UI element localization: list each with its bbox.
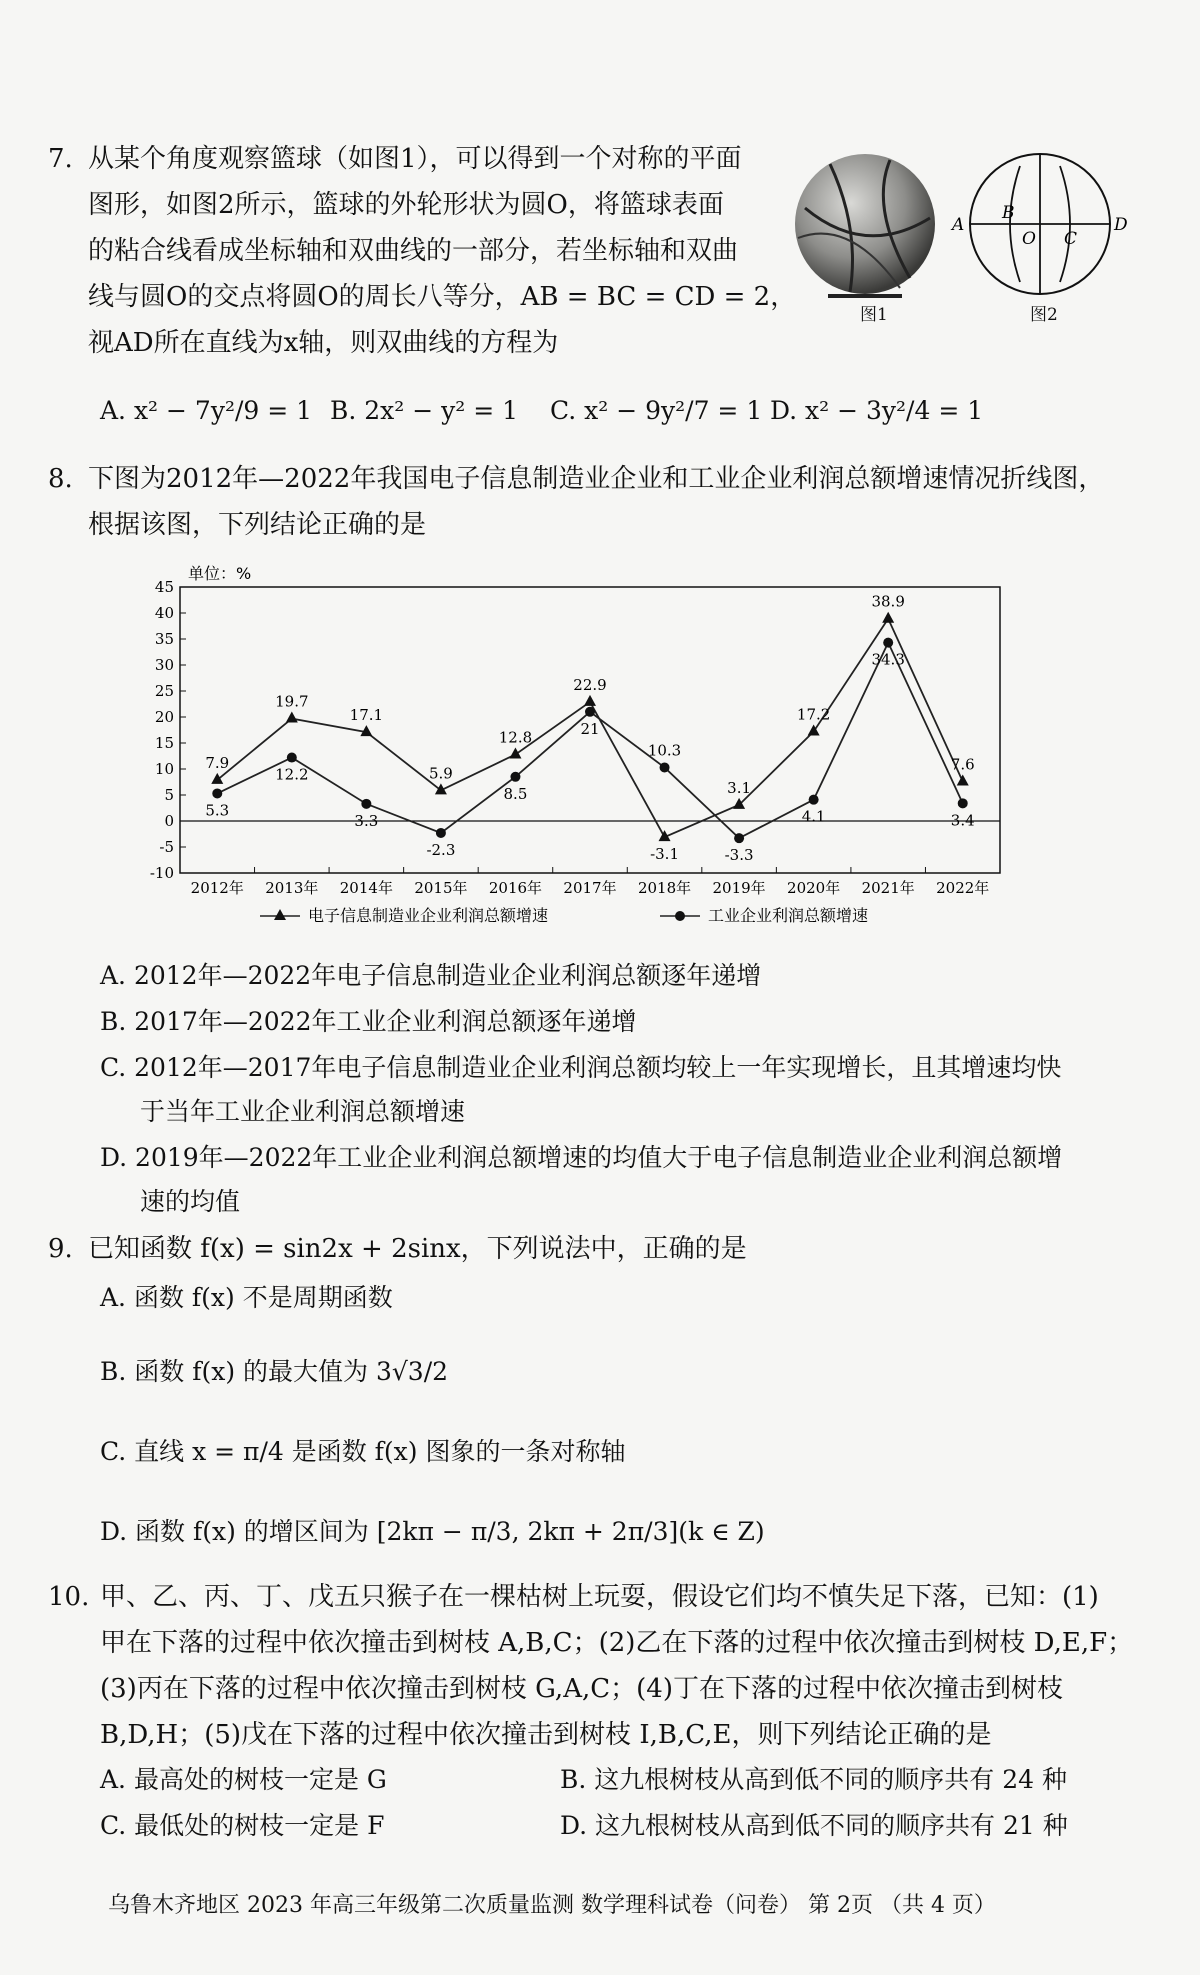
triangle-marker — [584, 695, 596, 706]
y-tick-label: 5 — [164, 786, 174, 804]
legend-triangle-marker — [274, 909, 286, 920]
x-tick-label: 2015年 — [414, 879, 468, 897]
q7-line-2: 图形，如图2所示，篮球的外轮形状为圆O，将篮球表面 — [88, 190, 724, 220]
fig1-caption: 图1 — [860, 305, 888, 325]
y-tick-label: 20 — [154, 708, 174, 726]
q9-option-b: B. 函数 f(x) 的最大值为 3√3/2 — [100, 1357, 449, 1386]
x-tick-label: 2021年 — [861, 879, 915, 897]
q7-line-1: 从某个角度观察篮球（如图1），可以得到一个对称的平面 — [88, 144, 742, 174]
data-label: 38.9 — [871, 592, 905, 611]
y-tick-label: -10 — [149, 864, 174, 882]
data-label: 19.7 — [275, 692, 309, 711]
x-tick-label: 2020年 — [787, 879, 841, 897]
q8-option-d-cont: 速的均值 — [140, 1187, 241, 1216]
circle-marker — [660, 762, 670, 772]
q8-option-d: D. 2019年—2022年工业企业利润总额增速的均值大于电子信息制造业企业利润总额增 — [100, 1143, 1063, 1172]
q7-option-a: A. x² − 7y²/9 = 1 — [100, 396, 313, 425]
chart-data-labels — [205, 593, 974, 864]
y-tick-label: 35 — [154, 630, 174, 648]
data-label: 12.2 — [275, 765, 309, 784]
data-label: 3.1 — [727, 778, 752, 797]
label-d: D — [1114, 215, 1128, 235]
legend-circle-marker — [675, 911, 685, 921]
basketball-diagram — [950, 148, 1130, 326]
circle-marker — [436, 828, 446, 838]
y-tick-label: 10 — [154, 760, 174, 778]
x-tick-label: 2012年 — [190, 879, 244, 897]
data-label: 5.9 — [428, 764, 453, 783]
triangle-marker — [882, 612, 894, 623]
data-label: 5.3 — [205, 801, 230, 820]
circle-marker — [212, 788, 222, 798]
x-tick-label: 2022年 — [936, 879, 990, 897]
q10-line-3: (3)丙在下落的过程中依次撞击到树枝 G,A,C；(4)丁在下落的过程中依次撞击到树枝 — [100, 1674, 1063, 1704]
triangle-marker — [211, 773, 223, 784]
legend-label-1: 电子信息制造业企业利润总额增速 — [308, 906, 549, 925]
data-label: -3.3 — [724, 846, 754, 865]
y-tick-label: -5 — [159, 838, 174, 856]
y-tick-label: 0 — [164, 812, 174, 830]
data-label: 22.9 — [573, 675, 607, 694]
x-tick-label: 2018年 — [637, 879, 692, 897]
x-tick-label: 2014年 — [339, 879, 393, 897]
q8-option-b: B. 2017年—2022年工业企业利润总额逐年递增 — [100, 1007, 637, 1036]
y-tick-label: 45 — [154, 578, 174, 596]
q9-stem: 已知函数 f(x) = sin2x + 2sinx，下列说法中，正确的是 — [88, 1234, 747, 1264]
circle-marker — [510, 772, 520, 782]
y-tick-label: 30 — [154, 656, 174, 674]
series-line-2 — [217, 643, 962, 839]
data-label: 17.2 — [796, 705, 831, 724]
data-label: 7.9 — [205, 753, 230, 772]
q10-option-c: C. 最低处的树枝一定是 F — [100, 1811, 385, 1840]
label-a: A — [952, 215, 965, 235]
q7-line-4: 线与圆O的交点将圆O的周长八等分，AB = BC = CD = 2， — [88, 282, 797, 312]
chart-unit-label: 单位：% — [188, 564, 252, 583]
data-label: 3.4 — [950, 811, 975, 830]
q7-line-3: 的粘合线看成坐标轴和双曲线的一部分，若坐标轴和双曲 — [88, 236, 739, 266]
q9-number: 9. — [48, 1234, 73, 1264]
q10-number: 10. — [48, 1582, 90, 1612]
q9-option-d: D. 函数 f(x) 的增区间为 [2kπ − π/3, 2kπ + 2π/3](k ∈ Z) — [100, 1517, 765, 1546]
profit-growth-line-chart — [140, 555, 1010, 950]
q7-option-b: B. 2x² − y² = 1 — [330, 396, 519, 425]
q9-option-a: A. 函数 f(x) 不是周期函数 — [100, 1283, 393, 1312]
circle-marker — [734, 833, 744, 843]
data-label: 12.8 — [498, 728, 533, 747]
q10-line-1: 甲、乙、丙、丁、戊五只猴子在一棵枯树上玩耍，假设它们均不慎失足下落，已知：(1) — [100, 1582, 1099, 1612]
q10-line-4: B,D,H；(5)戊在下落的过程中依次撞击到树枝 I,B,C,E，则下列结论正确的是 — [100, 1720, 992, 1750]
y-tick-label: 25 — [154, 682, 174, 700]
q8-line-2: 根据该图，下列结论正确的是 — [88, 510, 427, 540]
circle-marker — [809, 795, 819, 805]
circle-marker — [287, 753, 297, 763]
data-label: 4.1 — [801, 807, 826, 826]
label-c: C — [1064, 229, 1078, 249]
label-b: B — [1002, 203, 1015, 223]
q7-option-c: C. x² − 9y²/7 = 1 — [550, 396, 763, 425]
page-footer: 乌鲁木齐地区 2023 年高三年级第二次质量监测 数学理科试卷（问卷） 第 2页 （共 4 页） — [108, 1893, 996, 1918]
circle-marker — [361, 799, 371, 809]
y-tick-label: 15 — [154, 734, 174, 752]
x-tick-label: 2016年 — [488, 879, 543, 897]
q10-option-d: D. 这九根树枝从高到低不同的顺序共有 21 种 — [560, 1811, 1068, 1840]
data-label: 34.3 — [871, 650, 905, 669]
x-tick-label: 2017年 — [563, 879, 617, 897]
triangle-marker — [509, 747, 521, 758]
y-tick-label: 40 — [154, 604, 174, 622]
q8-line-1: 下图为2012年—2022年我国电子信息制造业企业和工业企业利润总额增速情况折线图， — [88, 464, 1105, 494]
legend-label-2: 工业企业利润总额增速 — [708, 906, 869, 925]
q7-option-d: D. x² − 3y²/4 = 1 — [770, 396, 984, 425]
data-label: 21 — [580, 719, 600, 738]
q8-option-a: A. 2012年—2022年电子信息制造业企业利润总额逐年递增 — [100, 961, 762, 990]
q8-option-c: C. 2012年—2017年电子信息制造业企业利润总额均较上一年实现增长，且其增速均快 — [100, 1053, 1062, 1082]
q8-number: 8. — [48, 464, 73, 494]
q7-number: 7. — [48, 144, 73, 174]
data-label: 17.1 — [349, 706, 384, 725]
label-o: O — [1022, 229, 1036, 249]
circle-marker — [883, 638, 893, 648]
data-label: 7.6 — [950, 755, 975, 774]
circle-marker — [585, 707, 595, 717]
data-label: -3.1 — [650, 845, 680, 864]
fig2-caption: 图2 — [1030, 305, 1058, 325]
circle-marker — [958, 798, 968, 808]
q9-option-c: C. 直线 x = π/4 是函数 f(x) 图象的一条对称轴 — [100, 1437, 626, 1466]
x-tick-label: 2013年 — [265, 879, 319, 897]
chart-legend — [260, 906, 868, 925]
data-label: 10.3 — [647, 741, 682, 760]
basketball-photo — [790, 148, 940, 326]
triangle-marker — [286, 712, 298, 723]
triangle-marker — [957, 774, 969, 785]
q7-line-5: 视AD所在直线为x轴，则双曲线的方程为 — [88, 328, 559, 358]
q10-option-a: A. 最高处的树枝一定是 G — [100, 1765, 387, 1794]
q10-line-2: 甲在下落的过程中依次撞击到树枝 A,B,C；(2)乙在下落的过程中依次撞击到树枝 D,E,F； — [100, 1628, 1134, 1658]
data-label: 3.3 — [354, 811, 379, 830]
q10-option-b: B. 这九根树枝从高到低不同的顺序共有 24 种 — [560, 1765, 1067, 1794]
data-label: 8.5 — [503, 784, 528, 803]
q8-option-c-cont: 于当年工业企业利润总额增速 — [140, 1097, 466, 1126]
data-label: -2.3 — [426, 840, 456, 859]
x-tick-label: 2019年 — [712, 879, 766, 897]
